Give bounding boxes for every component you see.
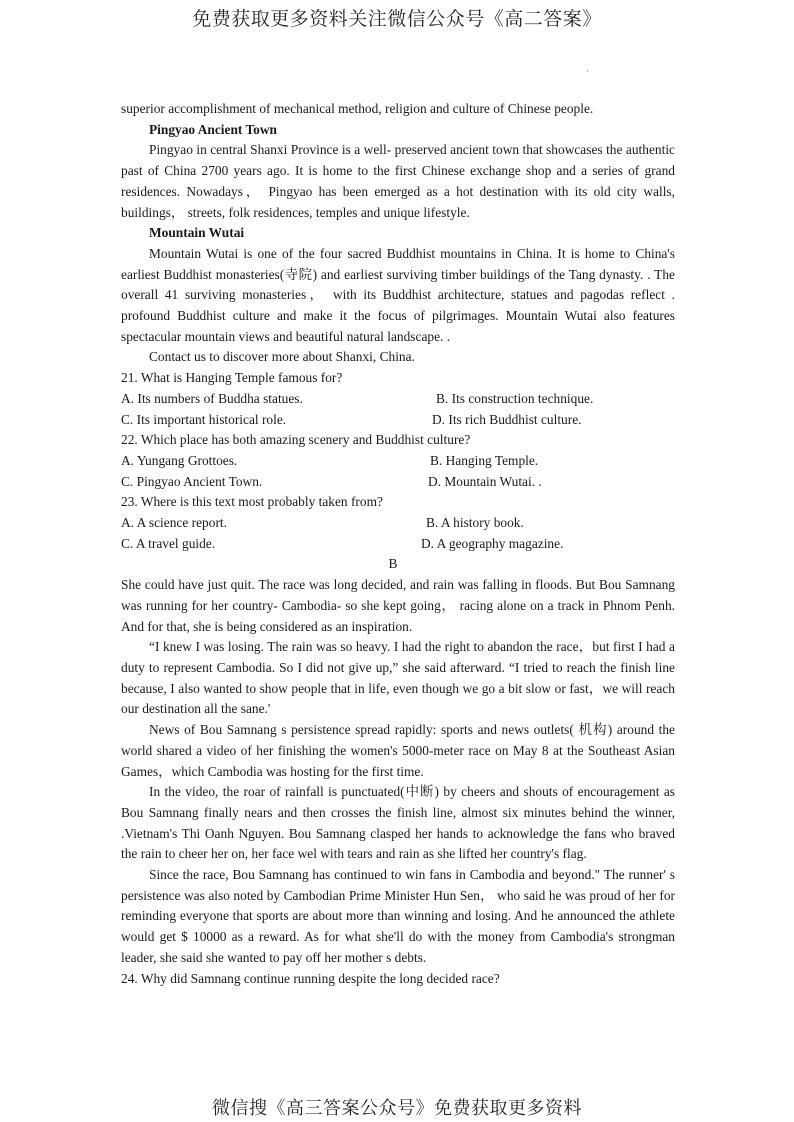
scan-speck [587,70,588,72]
paragraph: News of Bou Samnang s persistence spread rapidly: sports and news outlets( 机构) around the world shared a video of her finishing the women's 5000-meter race on May 8 at the Southeast Asian Games，which Cambodia was hosting for the first time. [121,722,675,779]
option-a: A. Yungang Grottoes. [121,452,238,468]
section-body: Mountain Wutai is one of the four sacred Buddhist mountains in China. It is home to China's earliest Buddhist monasteries(寺院) and earliest surviving timber buildings of the Tang dynasty. . The overall 41 surviving monasteries， with its Buddhist architecture, statues and pagodas reflect . profound Buddhist culture and make it the focus of pilgrimages. Mountain Wutai also features spectacular mountain views and beautiful natural landscape. . [121,245,675,344]
passage-a-intro-tail: superior accomplishment of mechanical method, religion and culture of Chinese people. [121,101,594,116]
question-stem: 23. Where is this text most probably taken from? [121,494,383,510]
option-d: D. Mountain Wutai. . [428,473,542,489]
option-d: D. A geography magazine. [421,535,564,551]
question-stem: 22. Which place has both amazing scenery and Buddhist culture? [121,432,471,448]
option-b: B. A history book. [426,515,524,531]
option-b: B. Hanging Temple. [430,452,539,468]
section-wutai [121,223,675,347]
section-heading: Pingyao Ancient Town [149,121,277,137]
watermark-header: 免费获取更多资料关注微信公众号《高二答案》 [192,8,602,30]
question-22 [121,430,675,492]
option-a: A. Its numbers of Buddha statues. [121,390,303,406]
section-pingyao [121,120,675,224]
question-stem: 24. Why did Samnang continue running despite the long decided race? [121,970,500,986]
option-c: C. Pingyao Ancient Town. [121,473,263,489]
passage-b-label: B [388,556,398,572]
question-23 [121,492,675,554]
question-stem: 21. What is Hanging Temple famous for? [121,370,343,386]
exam-page-content [121,99,675,989]
section-heading: Mountain Wutai [149,225,245,241]
question-24 [121,969,675,990]
passage-b [121,575,675,968]
watermark-footer: 微信搜《高三答案公众号》免费获取更多资料 [212,1098,582,1119]
paragraph: In the video, the roar of rainfall is punctuated(中断) by cheers and shouts of encouragement as Bou Samnang finally nears and then crosses the finish line, almost six minutes behind the winner, .Vietnam's Thi Oanh Nguyen. Bou Samnang clasped her hands to acknowledge the fans who braved the rain to cheer her on, her face wel with tears and rain as she lifted her country's flag. [121,784,675,862]
option-b: B. Its construction technique. [436,390,594,406]
section-body: Pingyao in central Shanxi Province is a well- preserved ancient town that showcases the authentic past of China 2700 years ago. It is home to the first Chinese exchange shop and a series of grand residences. Nowadays， Pingyao has been emerged as a hot destination with its old city walls, buildings， streets, folk residences, temples and unique lifestyle. [121,142,675,220]
option-a: A. A science report. [121,515,227,531]
option-c: C. A travel guide. [121,535,216,551]
passage-a-closing: Contact us to discover more about Shanxi, China. [149,349,415,365]
question-21 [121,368,675,430]
option-d: D. Its rich Buddhist culture. [432,411,582,427]
paragraph: Since the race, Bou Samnang has continued to win fans in Cambodia and beyond." The runner' s persistence was also noted by Cambodian Prime Minister Hun Sen， who said he was proud of her for reminding everyone that sports are about more than winning and losing. And he announced the athlete would get $ 10000 as a reward. As for what she'll do with the money from Cambodia's strongman leader, she said she wanted to pay off her mother s debts. [121,867,675,965]
paragraph: She could have just quit. The race was long decided, and rain was falling in floods. But Bou Samnang was running for her country- Cambodia- so she kept going， racing alone on a track in Phnom Penh. And for that, she is being considered as an inspiration. [121,577,675,634]
option-c: C. Its important historical role. [121,411,287,427]
paragraph: “I knew I was losing. The rain was so heavy. I had the right to abandon the race，but first I had a duty to represent Cambodia. So I did not give up,” she said afterward. “I tried to reach the finish line because, I also wanted to show people that in life, even though we go a bit slow or fast，we will reach our destination all the sane.' [121,639,675,717]
